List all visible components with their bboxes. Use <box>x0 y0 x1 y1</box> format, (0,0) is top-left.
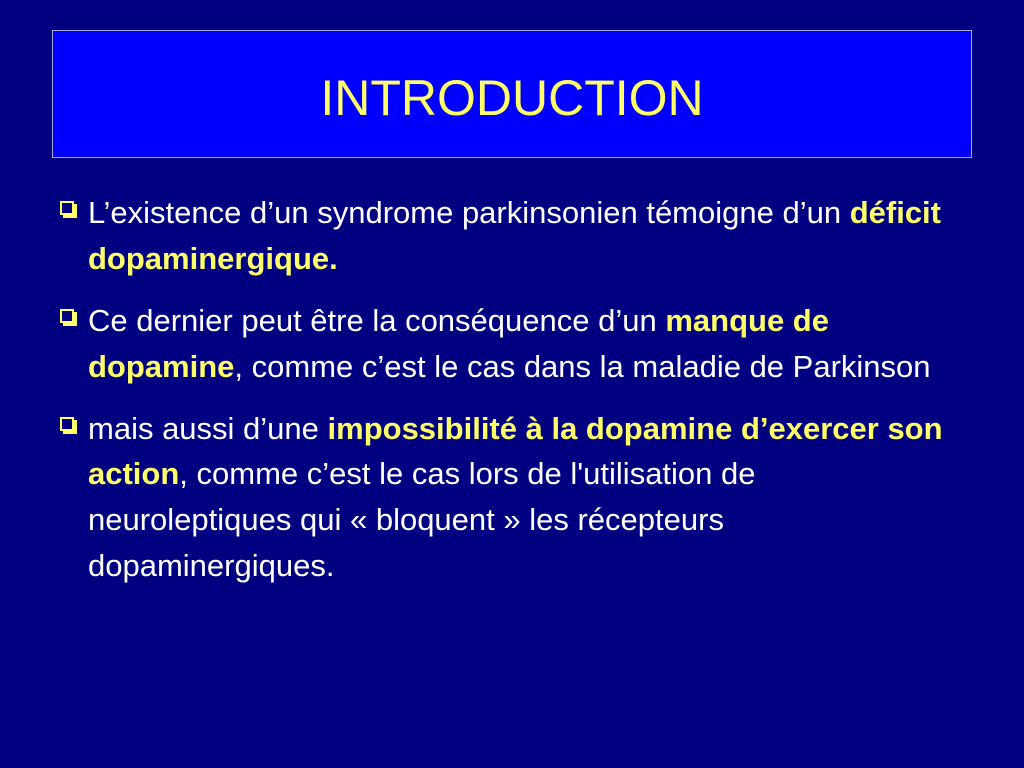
checkbox-square-icon <box>60 201 74 215</box>
bullet-item <box>60 298 960 390</box>
bullet-text <box>88 298 960 390</box>
checkbox-square-icon <box>60 417 74 431</box>
bullet-highlight: manque de dopamine <box>88 302 829 384</box>
bullet-item <box>60 190 960 282</box>
bullet-text-part: Ce dernier peut être la conséquence d’un <box>88 302 666 338</box>
title-banner <box>52 30 972 158</box>
bullet-text-part: L’existence d’un syndrome parkinsonien témoigne d’un <box>88 195 850 230</box>
bullet-text <box>88 190 960 282</box>
bullet-list <box>60 190 960 605</box>
bullet-text-part: , comme c’est le cas lors de l'utilisation de neuroleptiques qui « bloquent » les récepteurs dopaminergiques. <box>88 456 756 584</box>
page-title: INTRODUCTION <box>320 70 704 126</box>
bullet-text-part: , comme c’est le cas dans la maladie de Parkinson <box>234 348 931 384</box>
checkbox-square-icon <box>60 309 74 323</box>
bullet-highlight: impossibilité à la dopamine d’exercer son action <box>88 410 943 492</box>
bullet-text <box>88 406 960 590</box>
bullet-text-part: mais aussi d’une <box>88 410 328 446</box>
bullet-highlight: déficit dopaminergique. <box>88 195 941 276</box>
bullet-item <box>60 406 960 590</box>
